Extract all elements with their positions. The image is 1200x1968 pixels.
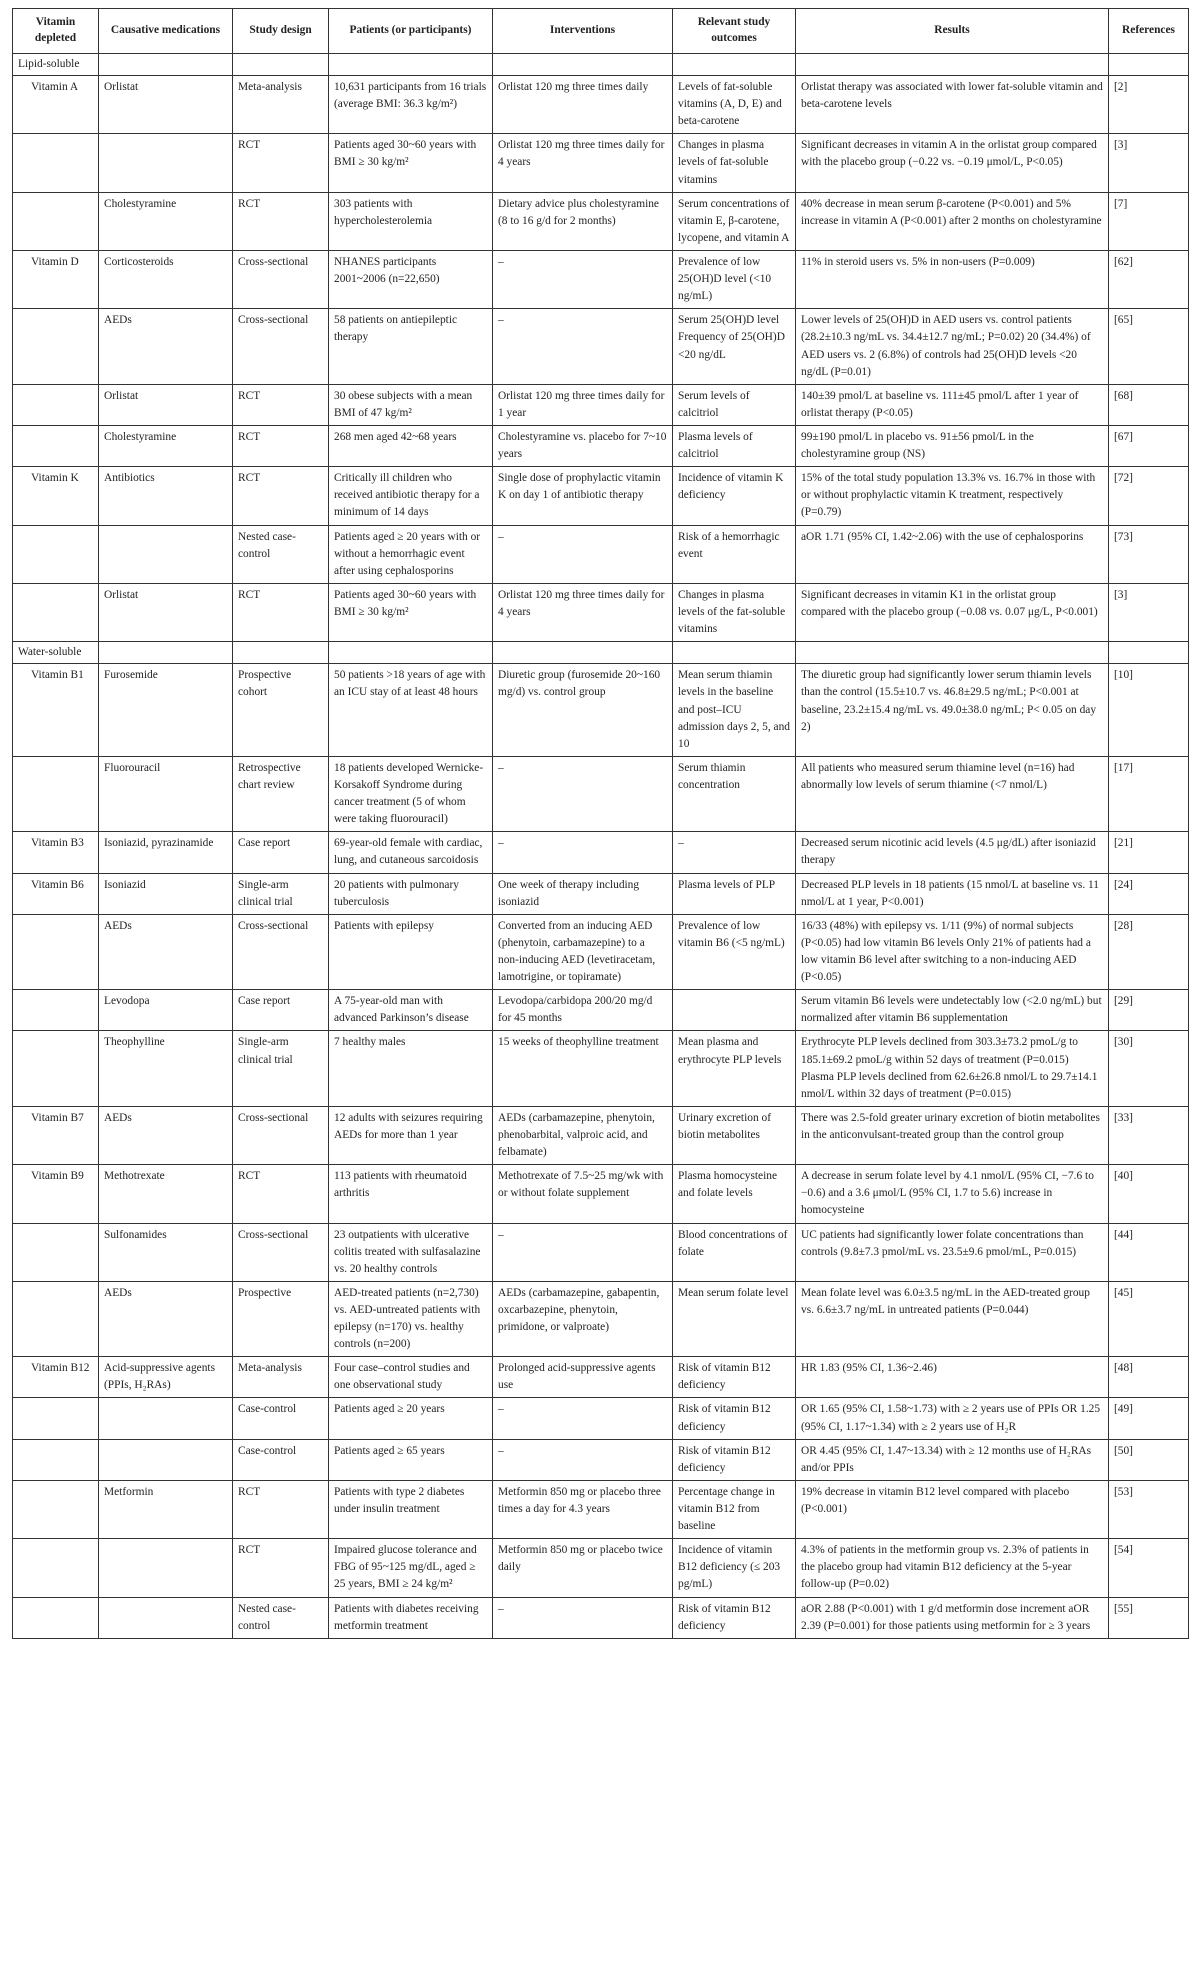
reference-cell: [67] bbox=[1109, 426, 1189, 467]
interventions-cell: Prolonged acid-suppressive agents use bbox=[493, 1357, 673, 1398]
patients-cell: AED-treated patients (n=2,730) vs. AED-untreated patients with epilepsy (n=170) vs. healthy controls (n=200) bbox=[329, 1281, 493, 1356]
reference-cell: [21] bbox=[1109, 832, 1189, 873]
interventions-cell: AEDs (carbamazepine, phenytoin, phenobarbital, valproic acid, and felbamate) bbox=[493, 1106, 673, 1164]
reference-cell: [28] bbox=[1109, 914, 1189, 989]
outcomes-cell: Mean serum folate level bbox=[673, 1281, 796, 1356]
table-row bbox=[13, 192, 1189, 250]
outcomes-cell: Changes in plasma levels of fat-soluble vitamins bbox=[673, 134, 796, 192]
patients-cell: Patients aged 30~60 years with BMI ≥ 30 kg/m² bbox=[329, 583, 493, 641]
study-design-cell: RCT bbox=[233, 1165, 329, 1223]
results-cell: OR 4.45 (95% CI, 1.47~13.34) with ≥ 12 months use of H₂RAs and/or PPIs bbox=[796, 1439, 1109, 1480]
header-cell: Relevant study outcomes bbox=[673, 9, 796, 54]
study-design-cell: Cross-sectional bbox=[233, 1106, 329, 1164]
outcomes-cell: Risk of a hemorrhagic event bbox=[673, 525, 796, 583]
results-cell: 15% of the total study population 13.3% vs. 16.7% in those with or without prophylactic vitamin K treatment, respectively (P=0.79) bbox=[796, 467, 1109, 525]
patients-cell: Patients with type 2 diabetes under insulin treatment bbox=[329, 1480, 493, 1538]
empty-cell bbox=[796, 642, 1109, 664]
results-cell: There was 2.5-fold greater urinary excretion of biotin metabolites in the anticonvulsant-treated group than the control group bbox=[796, 1106, 1109, 1164]
results-cell: The diuretic group had significantly lower serum thiamin levels than the control (15.5±10.7 vs. 46.8±29.5 ng/mL; P<0.001 at baseline, 23.2±15.4 ng/mL vs. 49.0±38.0 ng/mL; P< 0.05 on day 2) bbox=[796, 664, 1109, 757]
medication-cell bbox=[99, 1597, 233, 1638]
table-row bbox=[13, 583, 1189, 641]
interventions-cell: – bbox=[493, 251, 673, 309]
results-cell: Decreased serum nicotinic acid levels (4.5 μg/dL) after isoniazid therapy bbox=[796, 832, 1109, 873]
section-row bbox=[13, 642, 1189, 664]
interventions-cell: Metformin 850 mg or placebo twice daily bbox=[493, 1539, 673, 1597]
table-row bbox=[13, 1031, 1189, 1106]
patients-cell: 12 adults with seizures requiring AEDs for more than 1 year bbox=[329, 1106, 493, 1164]
interventions-cell: – bbox=[493, 832, 673, 873]
vitamin-cell: Vitamin K bbox=[13, 467, 99, 525]
reference-cell: [7] bbox=[1109, 192, 1189, 250]
outcomes-cell: Prevalence of low 25(OH)D level (<10 ng/mL) bbox=[673, 251, 796, 309]
patients-cell: Patients aged ≥ 65 years bbox=[329, 1439, 493, 1480]
vitamin-cell bbox=[13, 1398, 99, 1439]
results-cell: Mean folate level was 6.0±3.5 ng/mL in the AED-treated group vs. 6.6±3.7 ng/mL in untreated patients (P=0.044) bbox=[796, 1281, 1109, 1356]
medication-cell: AEDs bbox=[99, 309, 233, 384]
reference-cell: [33] bbox=[1109, 1106, 1189, 1164]
medication-cell: AEDs bbox=[99, 1106, 233, 1164]
reference-cell: [10] bbox=[1109, 664, 1189, 757]
outcomes-cell: Mean serum thiamin levels in the baseline and post–ICU admission days 2, 5, and 10 bbox=[673, 664, 796, 757]
table-row bbox=[13, 134, 1189, 192]
table-row bbox=[13, 664, 1189, 757]
patients-cell: 23 outpatients with ulcerative colitis treated with sulfasalazine vs. 20 healthy controls bbox=[329, 1223, 493, 1281]
medication-cell bbox=[99, 1539, 233, 1597]
outcomes-cell: Plasma levels of calcitriol bbox=[673, 426, 796, 467]
results-cell: 16/33 (48%) with epilepsy vs. 1/11 (9%) of normal subjects (P<0.05) had low vitamin B6 levels Only 21% of patients had a low vitamin B6 level after switching to a non-inducing AED (P<0.05) bbox=[796, 914, 1109, 989]
study-design-cell: RCT bbox=[233, 426, 329, 467]
interventions-cell: – bbox=[493, 525, 673, 583]
section-row bbox=[13, 53, 1189, 75]
reference-cell: [30] bbox=[1109, 1031, 1189, 1106]
study-design-cell: RCT bbox=[233, 1539, 329, 1597]
results-cell: A decrease in serum folate level by 4.1 nmol/L (95% CI, −7.6 to −0.6) and a 3.6 μmol/L (95% CI, 1.7 to 5.6) increase in homocysteine bbox=[796, 1165, 1109, 1223]
empty-cell bbox=[1109, 642, 1189, 664]
results-cell: Decreased PLP levels in 18 patients (15 nmol/L at baseline vs. 11 nmol/L at 1 year, P<0.001) bbox=[796, 873, 1109, 914]
table-row bbox=[13, 832, 1189, 873]
medication-cell bbox=[99, 525, 233, 583]
outcomes-cell: Incidence of vitamin B12 deficiency (≤ 203 pg/mL) bbox=[673, 1539, 796, 1597]
interventions-cell: Dietary advice plus cholestyramine (8 to 16 g/d for 2 months) bbox=[493, 192, 673, 250]
study-design-cell: RCT bbox=[233, 384, 329, 425]
table-row bbox=[13, 1398, 1189, 1439]
results-cell: Erythrocyte PLP levels declined from 303.3±73.2 pmoL/g to 185.1±69.2 pmoL/g within 52 days of treatment (P=0.015) Plasma PLP levels declined from 62.6±26.8 nmol/L to 29.7±14.1 nmol/L within 32 days of treatment (P=0.015) bbox=[796, 1031, 1109, 1106]
patients-cell: 58 patients on antiepileptic therapy bbox=[329, 309, 493, 384]
results-cell: UC patients had significantly lower folate concentrations than controls (9.8±7.3 pmol/mL vs. 23.5±9.6 pmol/mL, P=0.015) bbox=[796, 1223, 1109, 1281]
table-row bbox=[13, 1357, 1189, 1398]
results-cell: 4.3% of patients in the metformin group vs. 2.3% of patients in the placebo group had vitamin B12 deficiency at the 5-year follow-up (P=0.02) bbox=[796, 1539, 1109, 1597]
results-cell: HR 1.83 (95% CI, 1.36~2.46) bbox=[796, 1357, 1109, 1398]
study-design-cell: RCT bbox=[233, 1480, 329, 1538]
study-design-cell: Cross-sectional bbox=[233, 914, 329, 989]
medication-cell: Orlistat bbox=[99, 76, 233, 134]
results-cell: Serum vitamin B6 levels were undetectably low (<2.0 ng/mL) but normalized after vitamin B6 supplementation bbox=[796, 990, 1109, 1031]
medication-cell: Cholestyramine bbox=[99, 426, 233, 467]
medication-cell bbox=[99, 134, 233, 192]
interventions-cell: Single dose of prophylactic vitamin K on day 1 of antibiotic therapy bbox=[493, 467, 673, 525]
empty-cell bbox=[493, 53, 673, 75]
patients-cell: Four case–control studies and one observational study bbox=[329, 1357, 493, 1398]
results-cell: OR 1.65 (95% CI, 1.58~1.73) with ≥ 2 years use of PPIs OR 1.25 (95% CI, 1.17~1.34) with ≥ 2 years use of H₂R bbox=[796, 1398, 1109, 1439]
section-label: Lipid-soluble bbox=[13, 53, 99, 75]
header-cell: Results bbox=[796, 9, 1109, 54]
medication-cell bbox=[99, 1398, 233, 1439]
reference-cell: [45] bbox=[1109, 1281, 1189, 1356]
interventions-cell: Cholestyramine vs. placebo for 7~10 years bbox=[493, 426, 673, 467]
vitamin-cell bbox=[13, 1031, 99, 1106]
interventions-cell: Levodopa/carbidopa 200/20 mg/d for 45 months bbox=[493, 990, 673, 1031]
interventions-cell: – bbox=[493, 1439, 673, 1480]
interventions-cell: Converted from an inducing AED (phenytoin, carbamazepine) to a non-inducing AED (levetiracetam, lamotrigine, or topiramate) bbox=[493, 914, 673, 989]
table-row bbox=[13, 309, 1189, 384]
interventions-cell: Diuretic group (furosemide 20~160 mg/d) vs. control group bbox=[493, 664, 673, 757]
outcomes-cell: Serum levels of calcitriol bbox=[673, 384, 796, 425]
interventions-cell: – bbox=[493, 1223, 673, 1281]
interventions-cell: Orlistat 120 mg three times daily for 4 years bbox=[493, 134, 673, 192]
patients-cell: Patients with diabetes receiving metformin treatment bbox=[329, 1597, 493, 1638]
study-design-cell: Nested case-control bbox=[233, 1597, 329, 1638]
outcomes-cell: Prevalence of low vitamin B6 (<5 ng/mL) bbox=[673, 914, 796, 989]
outcomes-cell: Serum concentrations of vitamin E, β-carotene, lycopene, and vitamin A bbox=[673, 192, 796, 250]
vitamin-cell bbox=[13, 1597, 99, 1638]
medication-cell: Isoniazid, pyrazinamide bbox=[99, 832, 233, 873]
outcomes-cell: Plasma levels of PLP bbox=[673, 873, 796, 914]
reference-cell: [2] bbox=[1109, 76, 1189, 134]
outcomes-cell: Plasma homocysteine and folate levels bbox=[673, 1165, 796, 1223]
medication-cell: Antibiotics bbox=[99, 467, 233, 525]
reference-cell: [68] bbox=[1109, 384, 1189, 425]
vitamin-cell bbox=[13, 1223, 99, 1281]
table-row bbox=[13, 1539, 1189, 1597]
vitamin-cell bbox=[13, 426, 99, 467]
study-design-cell: Retrospective chart review bbox=[233, 756, 329, 831]
empty-cell bbox=[796, 53, 1109, 75]
reference-cell: [17] bbox=[1109, 756, 1189, 831]
results-cell: 99±190 pmol/L in placebo vs. 91±56 pmol/L in the cholestyramine group (NS) bbox=[796, 426, 1109, 467]
interventions-cell: Orlistat 120 mg three times daily for 1 year bbox=[493, 384, 673, 425]
study-design-cell: Case report bbox=[233, 832, 329, 873]
interventions-cell: 15 weeks of theophylline treatment bbox=[493, 1031, 673, 1106]
outcomes-cell: Levels of fat-soluble vitamins (A, D, E) and beta-carotene bbox=[673, 76, 796, 134]
patients-cell: Patients aged ≥ 20 years with or without a hemorrhagic event after using cephalosporins bbox=[329, 525, 493, 583]
vitamin-depletion-table bbox=[12, 8, 1189, 1639]
results-cell: aOR 1.71 (95% CI, 1.42~2.06) with the use of cephalosporins bbox=[796, 525, 1109, 583]
patients-cell: 30 obese subjects with a mean BMI of 47 kg/m² bbox=[329, 384, 493, 425]
header-cell: Study design bbox=[233, 9, 329, 54]
results-cell: 40% decrease in mean serum β-carotene (P<0.001) and 5% increase in vitamin A (P<0.001) after 2 months on cholestyramine bbox=[796, 192, 1109, 250]
outcomes-cell: Risk of vitamin B12 deficiency bbox=[673, 1398, 796, 1439]
study-design-cell: Prospective cohort bbox=[233, 664, 329, 757]
study-design-cell: Nested case-control bbox=[233, 525, 329, 583]
reference-cell: [73] bbox=[1109, 525, 1189, 583]
empty-cell bbox=[329, 642, 493, 664]
results-cell: All patients who measured serum thiamine level (n=16) had abnormally low levels of serum thiamine (<7 nmol/L) bbox=[796, 756, 1109, 831]
patients-cell: Critically ill children who received antibiotic therapy for a minimum of 14 days bbox=[329, 467, 493, 525]
header-cell: Interventions bbox=[493, 9, 673, 54]
vitamin-cell: Vitamin B3 bbox=[13, 832, 99, 873]
medication-cell: AEDs bbox=[99, 1281, 233, 1356]
results-cell: 19% decrease in vitamin B12 level compared with placebo (P<0.001) bbox=[796, 1480, 1109, 1538]
reference-cell: [65] bbox=[1109, 309, 1189, 384]
results-cell: 11% in steroid users vs. 5% in non-users (P=0.009) bbox=[796, 251, 1109, 309]
patients-cell: 303 patients with hypercholesterolemia bbox=[329, 192, 493, 250]
outcomes-cell: Serum thiamin concentration bbox=[673, 756, 796, 831]
outcomes-cell: Serum 25(OH)D level Frequency of 25(OH)D <20 ng/dL bbox=[673, 309, 796, 384]
header-cell: Vitamin depleted bbox=[13, 9, 99, 54]
study-design-cell: Meta-analysis bbox=[233, 1357, 329, 1398]
outcomes-cell: – bbox=[673, 832, 796, 873]
study-design-cell: RCT bbox=[233, 134, 329, 192]
table-row bbox=[13, 1223, 1189, 1281]
outcomes-cell: Risk of vitamin B12 deficiency bbox=[673, 1357, 796, 1398]
table-row bbox=[13, 384, 1189, 425]
outcomes-cell: Changes in plasma levels of the fat-soluble vitamins bbox=[673, 583, 796, 641]
empty-cell bbox=[1109, 53, 1189, 75]
table-row bbox=[13, 1106, 1189, 1164]
medication-cell: Isoniazid bbox=[99, 873, 233, 914]
vitamin-cell: Vitamin B12 bbox=[13, 1357, 99, 1398]
interventions-cell: AEDs (carbamazepine, gabapentin, oxcarbazepine, phenytoin, primidone, or valproate) bbox=[493, 1281, 673, 1356]
patients-cell: 20 patients with pulmonary tuberculosis bbox=[329, 873, 493, 914]
study-design-cell: Cross-sectional bbox=[233, 251, 329, 309]
reference-cell: [29] bbox=[1109, 990, 1189, 1031]
patients-cell: 7 healthy males bbox=[329, 1031, 493, 1106]
reference-cell: [24] bbox=[1109, 873, 1189, 914]
reference-cell: [44] bbox=[1109, 1223, 1189, 1281]
header-row bbox=[13, 9, 1189, 54]
section-label: Water-soluble bbox=[13, 642, 99, 664]
vitamin-cell bbox=[13, 525, 99, 583]
empty-cell bbox=[99, 642, 233, 664]
study-design-cell: Cross-sectional bbox=[233, 309, 329, 384]
table-wrapper bbox=[12, 8, 1188, 1639]
reference-cell: [40] bbox=[1109, 1165, 1189, 1223]
patients-cell: Patients with epilepsy bbox=[329, 914, 493, 989]
vitamin-cell bbox=[13, 192, 99, 250]
medication-cell: Theophylline bbox=[99, 1031, 233, 1106]
study-design-cell: Meta-analysis bbox=[233, 76, 329, 134]
medication-cell: AEDs bbox=[99, 914, 233, 989]
table-row bbox=[13, 251, 1189, 309]
empty-cell bbox=[99, 53, 233, 75]
table-row bbox=[13, 873, 1189, 914]
outcomes-cell: Risk of vitamin B12 deficiency bbox=[673, 1439, 796, 1480]
reference-cell: [50] bbox=[1109, 1439, 1189, 1480]
vitamin-cell bbox=[13, 384, 99, 425]
results-cell: Orlistat therapy was associated with lower fat-soluble vitamin and beta-carotene levels bbox=[796, 76, 1109, 134]
vitamin-cell: Vitamin B1 bbox=[13, 664, 99, 757]
interventions-cell: Metformin 850 mg or placebo three times a day for 4.3 years bbox=[493, 1480, 673, 1538]
vitamin-cell: Vitamin B9 bbox=[13, 1165, 99, 1223]
vitamin-cell bbox=[13, 990, 99, 1031]
medication-cell: Orlistat bbox=[99, 583, 233, 641]
medication-cell bbox=[99, 1439, 233, 1480]
empty-cell bbox=[233, 53, 329, 75]
empty-cell bbox=[233, 642, 329, 664]
patients-cell: A 75-year-old man with advanced Parkinson’s disease bbox=[329, 990, 493, 1031]
table-row bbox=[13, 1480, 1189, 1538]
study-design-cell: Single-arm clinical trial bbox=[233, 873, 329, 914]
table-row bbox=[13, 1439, 1189, 1480]
vitamin-cell bbox=[13, 1539, 99, 1597]
medication-cell: Furosemide bbox=[99, 664, 233, 757]
interventions-cell: One week of therapy including isoniazid bbox=[493, 873, 673, 914]
header-cell: References bbox=[1109, 9, 1189, 54]
empty-cell bbox=[493, 642, 673, 664]
patients-cell: 69-year-old female with cardiac, lung, and cutaneous sarcoidosis bbox=[329, 832, 493, 873]
reference-cell: [62] bbox=[1109, 251, 1189, 309]
reference-cell: [48] bbox=[1109, 1357, 1189, 1398]
patients-cell: NHANES participants 2001~2006 (n=22,650) bbox=[329, 251, 493, 309]
outcomes-cell: Blood concentrations of folate bbox=[673, 1223, 796, 1281]
patients-cell: Patients aged ≥ 20 years bbox=[329, 1398, 493, 1439]
medication-cell: Methotrexate bbox=[99, 1165, 233, 1223]
vitamin-cell bbox=[13, 1439, 99, 1480]
interventions-cell: – bbox=[493, 756, 673, 831]
results-cell: aOR 2.88 (P<0.001) with 1 g/d metformin dose increment aOR 2.39 (P=0.001) for those patients using metformin for ≥ 3 years bbox=[796, 1597, 1109, 1638]
vitamin-cell: Vitamin B7 bbox=[13, 1106, 99, 1164]
study-design-cell: Case-control bbox=[233, 1398, 329, 1439]
vitamin-cell: Vitamin B6 bbox=[13, 873, 99, 914]
reference-cell: [3] bbox=[1109, 134, 1189, 192]
interventions-cell: – bbox=[493, 309, 673, 384]
interventions-cell: – bbox=[493, 1398, 673, 1439]
medication-cell: Metformin bbox=[99, 1480, 233, 1538]
reference-cell: [55] bbox=[1109, 1597, 1189, 1638]
medication-cell: Cholestyramine bbox=[99, 192, 233, 250]
empty-cell bbox=[673, 642, 796, 664]
interventions-cell: Orlistat 120 mg three times daily for 4 years bbox=[493, 583, 673, 641]
vitamin-cell bbox=[13, 914, 99, 989]
header-cell: Patients (or participants) bbox=[329, 9, 493, 54]
medication-cell: Acid-suppressive agents (PPIs, H₂RAs) bbox=[99, 1357, 233, 1398]
study-design-cell: Cross-sectional bbox=[233, 1223, 329, 1281]
reference-cell: [72] bbox=[1109, 467, 1189, 525]
study-design-cell: RCT bbox=[233, 192, 329, 250]
results-cell: Significant decreases in vitamin A in the orlistat group compared with the placebo group (−0.22 vs. −0.19 μmol/L, P<0.05) bbox=[796, 134, 1109, 192]
study-design-cell: RCT bbox=[233, 583, 329, 641]
empty-cell bbox=[673, 53, 796, 75]
patients-cell: 18 patients developed Wernicke-Korsakoff Syndrome during cancer treatment (5 of whom were taking fluorouracil) bbox=[329, 756, 493, 831]
outcomes-cell: Incidence of vitamin K deficiency bbox=[673, 467, 796, 525]
table-row bbox=[13, 990, 1189, 1031]
interventions-cell: Methotrexate of 7.5~25 mg/wk with or without folate supplement bbox=[493, 1165, 673, 1223]
table-row bbox=[13, 1281, 1189, 1356]
study-design-cell: Case-control bbox=[233, 1439, 329, 1480]
results-cell: Significant decreases in vitamin K1 in the orlistat group compared with the placebo group (−0.08 vs. 0.07 μg/L, P<0.001) bbox=[796, 583, 1109, 641]
table-row bbox=[13, 525, 1189, 583]
table-row bbox=[13, 1597, 1189, 1638]
vitamin-cell bbox=[13, 583, 99, 641]
medication-cell: Levodopa bbox=[99, 990, 233, 1031]
medication-cell: Fluorouracil bbox=[99, 756, 233, 831]
table-row bbox=[13, 76, 1189, 134]
study-design-cell: Prospective bbox=[233, 1281, 329, 1356]
interventions-cell: Orlistat 120 mg three times daily bbox=[493, 76, 673, 134]
outcomes-cell: Risk of vitamin B12 deficiency bbox=[673, 1597, 796, 1638]
table-row bbox=[13, 1165, 1189, 1223]
results-cell: 140±39 pmol/L at baseline vs. 111±45 pmol/L after 1 year of orlistat therapy (P<0.05) bbox=[796, 384, 1109, 425]
outcomes-cell bbox=[673, 990, 796, 1031]
medication-cell: Orlistat bbox=[99, 384, 233, 425]
reference-cell: [53] bbox=[1109, 1480, 1189, 1538]
study-design-cell: Single-arm clinical trial bbox=[233, 1031, 329, 1106]
empty-cell bbox=[329, 53, 493, 75]
vitamin-cell: Vitamin D bbox=[13, 251, 99, 309]
reference-cell: [49] bbox=[1109, 1398, 1189, 1439]
medication-cell: Corticosteroids bbox=[99, 251, 233, 309]
header-cell: Causative medications bbox=[99, 9, 233, 54]
reference-cell: [3] bbox=[1109, 583, 1189, 641]
table-row bbox=[13, 467, 1189, 525]
study-design-cell: Case report bbox=[233, 990, 329, 1031]
medication-cell: Sulfonamides bbox=[99, 1223, 233, 1281]
reference-cell: [54] bbox=[1109, 1539, 1189, 1597]
patients-cell: 268 men aged 42~68 years bbox=[329, 426, 493, 467]
table-row bbox=[13, 426, 1189, 467]
study-design-cell: RCT bbox=[233, 467, 329, 525]
vitamin-cell: Vitamin A bbox=[13, 76, 99, 134]
vitamin-cell bbox=[13, 1480, 99, 1538]
outcomes-cell: Urinary excretion of biotin metabolites bbox=[673, 1106, 796, 1164]
table-row bbox=[13, 914, 1189, 989]
patients-cell: Impaired glucose tolerance and FBG of 95~125 mg/dL, aged ≥ 25 years, BMI ≥ 24 kg/m² bbox=[329, 1539, 493, 1597]
patients-cell: 113 patients with rheumatoid arthritis bbox=[329, 1165, 493, 1223]
table-body bbox=[13, 53, 1189, 1638]
patients-cell: 10,631 participants from 16 trials (average BMI: 36.3 kg/m²) bbox=[329, 76, 493, 134]
patients-cell: Patients aged 30~60 years with BMI ≥ 30 kg/m² bbox=[329, 134, 493, 192]
vitamin-cell bbox=[13, 1281, 99, 1356]
vitamin-cell bbox=[13, 756, 99, 831]
interventions-cell: – bbox=[493, 1597, 673, 1638]
table-row bbox=[13, 756, 1189, 831]
patients-cell: 50 patients >18 years of age with an ICU stay of at least 48 hours bbox=[329, 664, 493, 757]
results-cell: Lower levels of 25(OH)D in AED users vs. control patients (28.2±10.3 ng/mL vs. 34.4±12.7 ng/mL; P=0.02) 20 (34.4%) of AED users vs. 2 (6.8%) of controls had 25(OH)D levels <20 ng/dL (P=0.01) bbox=[796, 309, 1109, 384]
outcomes-cell: Percentage change in vitamin B12 from baseline bbox=[673, 1480, 796, 1538]
vitamin-cell bbox=[13, 309, 99, 384]
vitamin-cell bbox=[13, 134, 99, 192]
outcomes-cell: Mean plasma and erythrocyte PLP levels bbox=[673, 1031, 796, 1106]
